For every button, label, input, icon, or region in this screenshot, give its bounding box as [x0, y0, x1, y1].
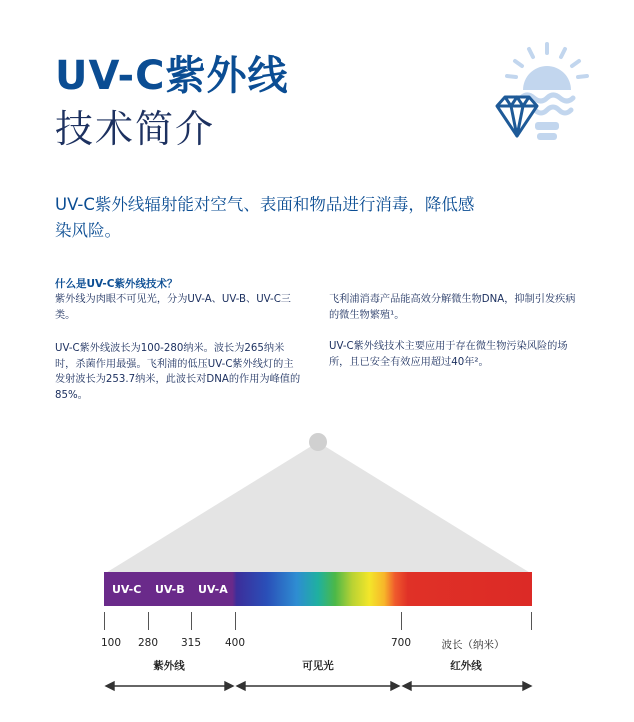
region-label-visible: 可见光 — [302, 660, 334, 672]
axis-tick — [191, 612, 192, 630]
tick-label: 700 — [390, 637, 412, 649]
axis-tick — [401, 612, 402, 630]
tick-label: 280 — [137, 637, 159, 649]
page-subtitle-heading: 技术简介 — [55, 107, 216, 151]
tick-label: 400 — [224, 637, 246, 649]
axis-tick — [104, 612, 105, 630]
intro-text: UV-C紫外线辐射能对空气、表面和物品进行消毒，降低感染风险。 — [55, 195, 475, 240]
paragraph: UV-C紫外线技术主要应用于存在微生物污染风险的场所，且已安全有效应用超过40年²。 — [329, 341, 568, 368]
paragraph: 飞利浦消毒产品能高效分解微生物DNA，抑制引发疾病的微生物繁殖¹。 — [329, 294, 576, 321]
light-bulb-diamond-icon — [487, 40, 597, 155]
unit-label: 波长（纳米） — [441, 639, 505, 651]
section-heading: 什么是UV-C紫外线技术？ — [55, 278, 178, 290]
tick-label: 315 — [180, 637, 202, 649]
band-label-uvc: UV-C — [112, 583, 142, 596]
band-label-uvb: UV-B — [155, 583, 185, 596]
paragraph: UV-C紫外线波长为100-280纳米。波长为265纳米时，杀菌作用最强。飞利浦的低压UV-C紫外线灯的主发射波长为253.7纳米，此波长对DNA的作用为峰值的85%。 — [55, 343, 301, 401]
range-arrows — [104, 676, 534, 696]
region-label-infrared: 红外线 — [450, 660, 482, 672]
band-label-uva: UV-A — [198, 583, 228, 596]
paragraph: 紫外线为肉眼不可见光，分为UV-A、UV-B、UV-C三类。 — [55, 294, 291, 321]
light-cone-illustration — [104, 432, 532, 574]
axis-tick — [148, 612, 149, 630]
page-title: UV-C紫外线 — [55, 53, 289, 99]
tick-label: 100 — [100, 637, 122, 649]
region-label-uv: 紫外线 — [153, 660, 185, 672]
axis-tick — [235, 612, 236, 630]
axis-tick — [531, 612, 532, 630]
